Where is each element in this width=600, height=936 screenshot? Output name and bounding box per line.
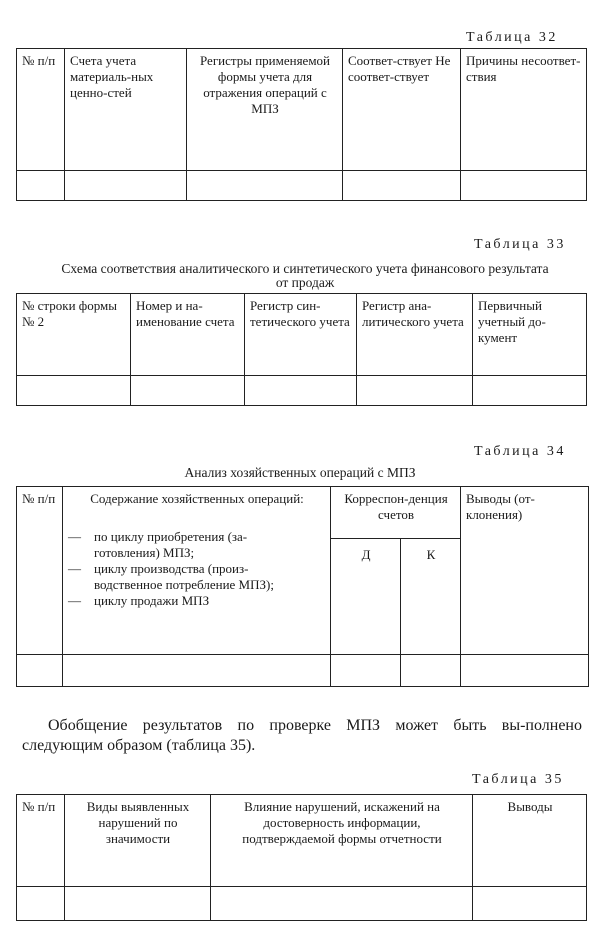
t34-header-conclusions: Выводы (от-клонения) — [461, 487, 589, 655]
t32-header-compliance: Соответ-ствует Не соответ-ствует — [343, 49, 461, 171]
t32-header-registers: Регистры применяемой формы учета для отражения операций с МПЗ — [187, 49, 343, 171]
t34-header-debit: Д — [331, 539, 401, 655]
t34-cell — [63, 655, 331, 687]
t33-header-line: № строки формы № 2 — [17, 294, 131, 376]
t34-cell — [331, 655, 401, 687]
t33-cell — [17, 376, 131, 406]
table-34 — [16, 486, 589, 687]
t33-cell — [473, 376, 587, 406]
t35-cell — [65, 887, 211, 921]
table-34-title: Анализ хозяйственных операций с МПЗ — [184, 465, 416, 480]
summary-paragraph: Обобщение результатов по проверке МПЗ может быть вы-полнено следующим образом (таблица 35). — [22, 717, 582, 754]
table-34-caption: Таблица 34 — [474, 444, 566, 459]
table-35-caption: Таблица 35 — [472, 772, 564, 787]
t34-header-content — [63, 487, 331, 655]
t33-header-account: Номер и на-именование счета — [131, 294, 245, 376]
t32-header-accounts: Счета учета материаль-ных ценно-стей — [65, 49, 187, 171]
t35-cell — [211, 887, 473, 921]
t32-cell — [461, 171, 587, 201]
t34-item2-line2: водственное потребление МПЗ); — [94, 577, 274, 592]
t34-header-credit: К — [401, 539, 461, 655]
t35-cell — [473, 887, 587, 921]
t34-dash: — — [68, 593, 81, 608]
t34-item3-line1: циклу продажи МПЗ — [94, 593, 210, 608]
t35-header-impact: Влияние нарушений, искажений на достоверность информации, подтверждаемой формы отчетности — [211, 795, 473, 887]
t33-header-synthetic: Регистр син-тетического учета — [245, 294, 357, 376]
t34-header-num: № п/п — [17, 487, 63, 655]
table-32 — [16, 48, 587, 201]
table-33 — [16, 293, 587, 406]
t35-header-violations: Виды выявленных нарушений по значимости — [65, 795, 211, 887]
t34-item1-line1: по циклу приобретения (за- — [94, 529, 248, 544]
t34-content-heading: Содержание хозяйственных операций: — [90, 491, 304, 506]
t34-dash: — — [68, 561, 81, 576]
t32-header-reasons: Причины несоответ-ствия — [461, 49, 587, 171]
t34-cell — [461, 655, 589, 687]
table-33-caption: Таблица 33 — [474, 237, 566, 252]
table-35 — [16, 794, 587, 921]
t34-item-production — [68, 561, 326, 593]
t33-header-primary-doc: Первичный учетный до-кумент — [473, 294, 587, 376]
t32-cell — [17, 171, 65, 201]
t34-dash: — — [68, 529, 81, 544]
t32-cell — [65, 171, 187, 201]
t35-header-num: № п/п — [17, 795, 65, 887]
t32-header-num: № п/п — [17, 49, 65, 171]
t32-cell — [187, 171, 343, 201]
t33-cell — [245, 376, 357, 406]
t34-cell — [401, 655, 461, 687]
t35-header-conclusions: Выводы — [473, 795, 587, 887]
table-33-title: Схема соответствия аналитического и синтетического учета финансового результата от продаж — [61, 261, 549, 290]
t33-header-analytic: Регистр ана-литического учета — [357, 294, 473, 376]
t34-item-acquisition — [68, 529, 326, 561]
t33-cell — [131, 376, 245, 406]
t34-header-correspondence: Корреспон-денция счетов — [331, 487, 461, 539]
t34-item-sales — [68, 593, 326, 609]
t32-cell — [343, 171, 461, 201]
table-32-caption: Таблица 32 — [466, 30, 558, 45]
t34-item2-line1: циклу производства (произ- — [94, 561, 249, 576]
t35-cell — [17, 887, 65, 921]
t33-cell — [357, 376, 473, 406]
t34-item1-line2: готовления) МПЗ; — [94, 545, 195, 560]
t34-cell — [17, 655, 63, 687]
